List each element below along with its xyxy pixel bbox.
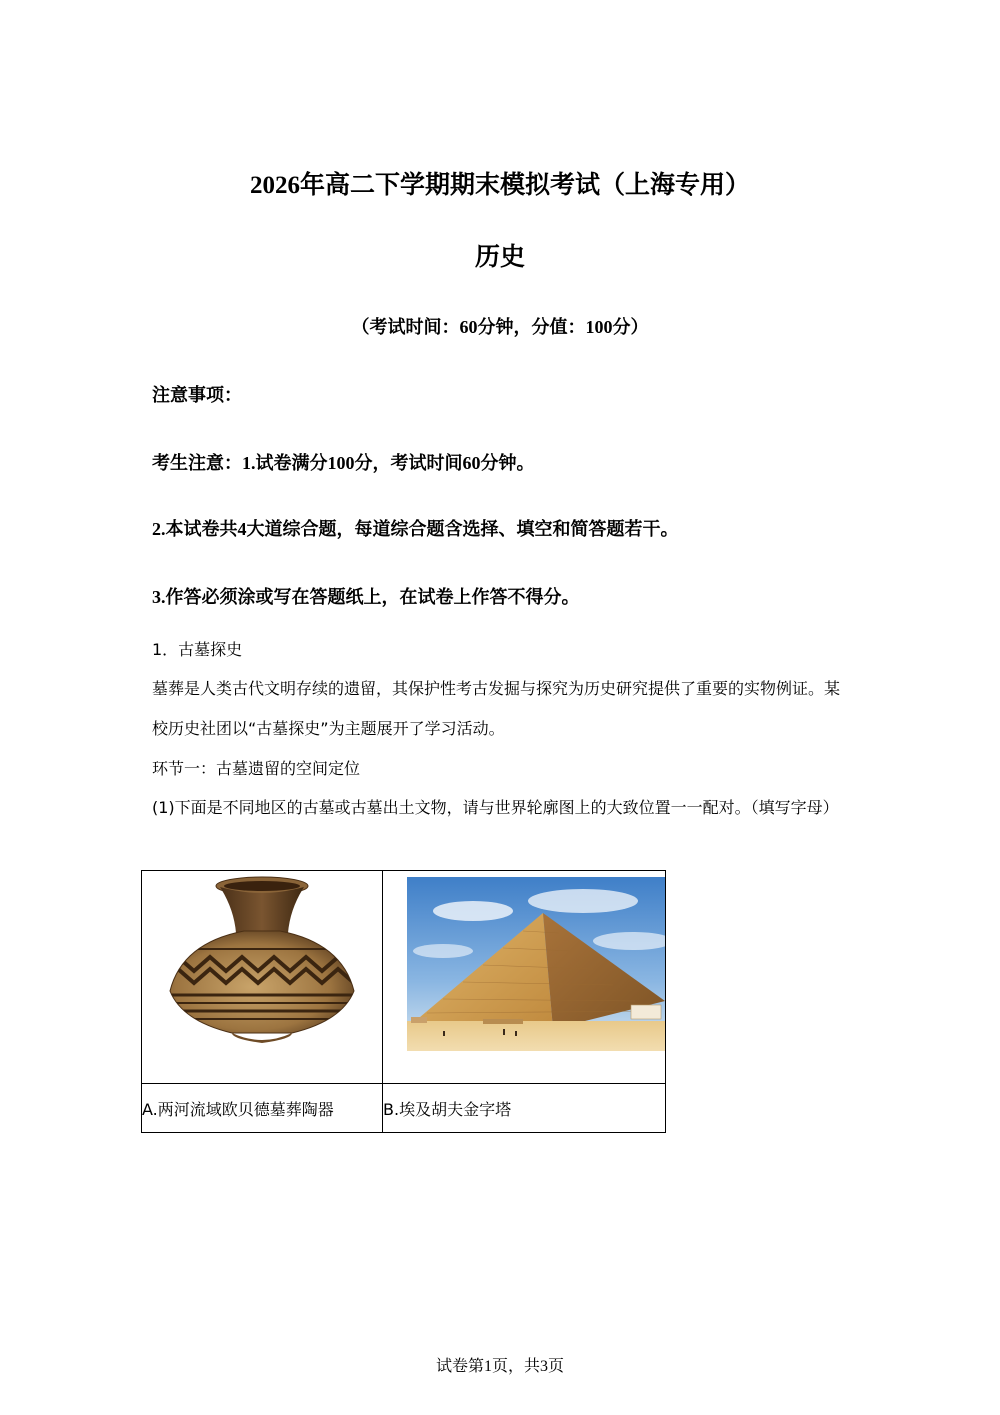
pyramid-photo-image bbox=[383, 871, 665, 1078]
exam-title: 2026年高二下学期期末模拟考试（上海专用） bbox=[249, 172, 750, 199]
exam-info: （考试时间：60分钟，分值：100分） bbox=[351, 317, 649, 337]
page-footer: 试卷第1页，共3页 bbox=[435, 1358, 564, 1375]
notice-item-3: 3.作答必须涂或写在答题纸上，在试卷上作答不得分。 bbox=[152, 587, 580, 607]
notice-heading: 注意事项： bbox=[152, 385, 242, 405]
artifact-a-label: A.两河流域欧贝德墓葬陶器 bbox=[142, 1084, 383, 1133]
question-1-sub-question: (1)下面是不同地区的古墓或古墓出土文物，请与世界轮廓图上的大致位置一一配对。（填写字母） bbox=[152, 798, 839, 817]
artifact-a-image-cell bbox=[142, 871, 383, 1084]
notice-item-2: 2.本试卷共4大道综合题，每道综合题含选择、填空和简答题若干。 bbox=[152, 519, 679, 539]
question-1-intro: 墓葬是人类古代文明存续的遗留，其保护性考古发掘与探究为历史研究提供了重要的实物例证。某校历史社团以“古墓探史”为主题展开了学习活动。 bbox=[152, 679, 841, 738]
artifact-b-label: B.埃及胡夫金字塔 bbox=[383, 1084, 666, 1133]
question-1-section: 环节一：古墓遗留的空间定位 bbox=[152, 759, 361, 778]
artifact-b-image-cell bbox=[383, 871, 666, 1084]
painted-pottery-jar-image bbox=[142, 871, 382, 1078]
subject-title: 历史 bbox=[474, 244, 525, 271]
notice-item-1: 考生注意：1.试卷满分100分，考试时间60分钟。 bbox=[152, 453, 535, 473]
question-1-heading: 1．古墓探史 bbox=[152, 640, 243, 659]
artifact-table bbox=[141, 870, 666, 1133]
